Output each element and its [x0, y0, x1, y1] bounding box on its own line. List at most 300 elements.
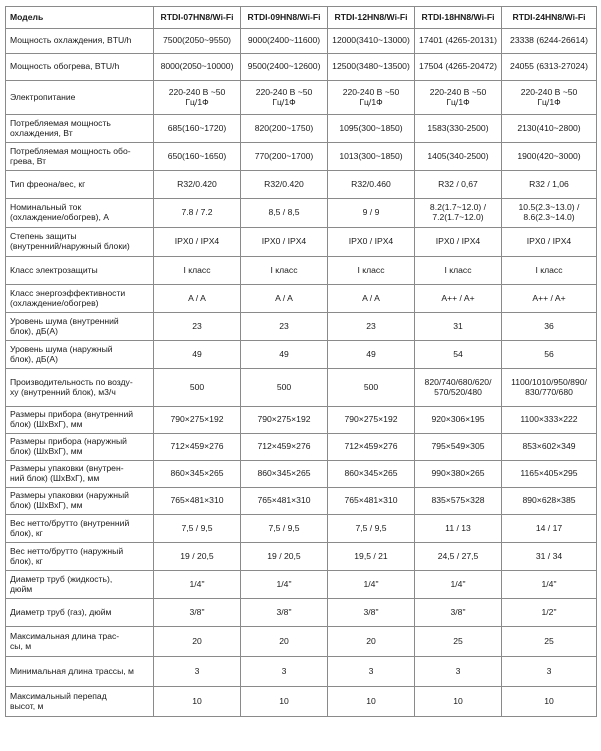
value-cell	[154, 143, 241, 171]
value-cell-line: 500	[189, 381, 205, 392]
value-cell	[241, 171, 328, 199]
value-cell-line: 1900(420~3000)	[517, 150, 581, 161]
value-cell-line: 570/520/480	[434, 386, 482, 397]
row-label-line: блок), кг	[10, 555, 43, 566]
value-cell-line: 1583(330-2500)	[427, 122, 489, 133]
value-cell-line: 500	[276, 381, 292, 392]
value-cell-line: 2130(410~2800)	[517, 122, 581, 133]
table-row	[6, 407, 597, 434]
value-cell-line: 3	[194, 665, 200, 676]
value-cell-line: A++ / A+	[532, 292, 566, 303]
value-cell-line: 25	[453, 635, 463, 646]
value-cell	[241, 81, 328, 115]
value-cell	[502, 627, 597, 657]
value-cell	[328, 599, 415, 627]
table-row	[6, 228, 597, 257]
row-label-line: Электропитание	[10, 91, 76, 102]
value-cell	[502, 599, 597, 627]
value-cell	[415, 407, 502, 434]
value-cell-line: 990×380×265	[431, 468, 485, 479]
value-cell-line: R32/0.420	[264, 178, 304, 189]
value-cell-line: 3	[281, 665, 287, 676]
value-cell	[415, 115, 502, 143]
value-cell-line: IPX0 / IPX4	[435, 236, 481, 247]
value-cell	[415, 313, 502, 341]
value-cell	[415, 81, 502, 115]
value-cell-line: 220-240 В ~50	[255, 86, 313, 97]
value-cell	[328, 171, 415, 199]
value-cell-line: 820(200~1750)	[254, 122, 314, 133]
row-label-line: блок) (ШхВхГ), мм	[10, 500, 83, 510]
value-cell-line: R32/0.420	[177, 178, 217, 189]
value-cell-line: 830/770/680	[525, 386, 573, 397]
row-label-line: ний блок) (ШхВхГ), мм	[10, 473, 100, 483]
value-cell	[502, 171, 597, 199]
header-model-4: RTDI-18HN8/Wi-Fi	[415, 7, 502, 29]
row-label-line: дюйм	[10, 583, 33, 594]
value-cell	[328, 369, 415, 407]
value-cell	[241, 627, 328, 657]
value-cell-line: 765×481×310	[170, 495, 224, 506]
row-label	[6, 81, 154, 115]
value-cell-line: Гц/1Ф	[446, 96, 470, 107]
value-cell-line: 1100×333×222	[520, 414, 578, 425]
value-cell-line: 10	[192, 695, 202, 706]
value-cell-line: Гц/1Ф	[537, 96, 561, 107]
value-cell	[241, 407, 328, 434]
value-cell-line: I класс	[444, 264, 472, 275]
value-cell-line: 770(200~1700)	[254, 150, 314, 161]
value-cell-line: 23	[279, 320, 289, 331]
value-cell	[328, 407, 415, 434]
value-cell	[415, 687, 502, 717]
spec-table	[5, 6, 597, 717]
value-cell-line: 7.8 / 7.2	[181, 207, 213, 218]
row-label-line: Мощность обогрева, BTU/h	[10, 61, 120, 72]
row-label	[6, 434, 154, 461]
value-cell-line: 23	[366, 320, 376, 331]
table-row	[6, 543, 597, 571]
value-cell	[415, 54, 502, 81]
row-label-line: Вес нетто/брутто (наружный	[10, 545, 124, 556]
value-cell	[415, 171, 502, 199]
table-row	[6, 81, 597, 115]
value-cell-line: 9500(2400~12600)	[247, 61, 321, 72]
value-cell-line: 920×306×195	[431, 414, 485, 425]
row-label-line: Степень защиты	[10, 231, 77, 242]
value-cell	[328, 143, 415, 171]
value-cell	[241, 285, 328, 313]
value-cell	[328, 313, 415, 341]
row-label-line: Производительность по возду-	[10, 376, 133, 387]
value-cell-line: A / A	[275, 292, 293, 303]
value-cell	[502, 461, 597, 488]
value-cell-line: 3	[455, 665, 461, 676]
row-label	[6, 29, 154, 54]
table-row	[6, 627, 597, 657]
value-cell	[241, 369, 328, 407]
value-cell	[415, 571, 502, 599]
row-label	[6, 543, 154, 571]
value-cell	[154, 313, 241, 341]
header-model-2: RTDI-09HN8/Wi-Fi	[241, 7, 328, 29]
value-cell	[328, 285, 415, 313]
value-cell	[415, 461, 502, 488]
row-label-line: ху (внутренний блок), м3/ч	[10, 386, 116, 397]
row-label	[6, 407, 154, 434]
table-row	[6, 515, 597, 543]
row-label-line: Уровень шума (внутренний	[10, 315, 119, 326]
value-cell	[502, 687, 597, 717]
value-cell	[502, 115, 597, 143]
table-row	[6, 657, 597, 687]
value-cell-line: 650(160~1650)	[167, 150, 227, 161]
value-cell-line: 24055 (6313-27024)	[510, 61, 588, 72]
value-cell	[502, 407, 597, 434]
value-cell-line: R32 / 0,67	[438, 178, 478, 189]
value-cell-line: 12500(3480~13500)	[332, 61, 410, 72]
value-cell-line: 56	[544, 348, 554, 359]
value-cell-line: 10	[544, 695, 554, 706]
value-cell	[154, 627, 241, 657]
header-row	[6, 7, 597, 29]
header-model-5: RTDI-24HN8/Wi-Fi	[502, 7, 597, 29]
value-cell	[154, 461, 241, 488]
row-label-line: блок), дБ(А)	[10, 325, 58, 336]
value-cell-line: 8,5 / 8,5	[268, 207, 300, 218]
value-cell	[502, 434, 597, 461]
table-row	[6, 257, 597, 285]
value-cell-line: 25	[544, 635, 554, 646]
value-cell-line: 3/8"	[276, 606, 292, 617]
value-cell	[328, 81, 415, 115]
value-cell	[328, 199, 415, 228]
table-row	[6, 143, 597, 171]
value-cell	[154, 515, 241, 543]
value-cell	[502, 313, 597, 341]
value-cell	[241, 313, 328, 341]
value-cell	[154, 199, 241, 228]
value-cell	[415, 515, 502, 543]
value-cell	[502, 228, 597, 257]
value-cell	[154, 657, 241, 687]
value-cell-line: 853×602×349	[522, 441, 576, 452]
value-cell-line: A / A	[362, 292, 380, 303]
value-cell-line: 8000(2050~10000)	[160, 61, 234, 72]
row-label	[6, 488, 154, 515]
value-cell-line: 1405(340-2500)	[427, 150, 489, 161]
value-cell-line: 1/4"	[363, 578, 379, 589]
value-cell-line: 1100/1010/950/890/	[511, 376, 587, 387]
value-cell-line: 1/2"	[541, 606, 557, 617]
value-cell-line: 3	[368, 665, 374, 676]
value-cell-line: A / A	[188, 292, 206, 303]
value-cell	[241, 257, 328, 285]
value-cell-line: 19 / 20,5	[267, 550, 301, 561]
value-cell-line: 49	[366, 348, 376, 359]
value-cell	[328, 54, 415, 81]
value-cell	[154, 571, 241, 599]
value-cell-line: Гц/1Ф	[272, 96, 296, 107]
value-cell	[328, 461, 415, 488]
value-cell-line: 7.2(1.7~12.0)	[432, 212, 484, 222]
value-cell-line: 712×459×276	[344, 441, 398, 452]
value-cell-line: R32/0.460	[351, 178, 391, 189]
row-label-line: Размеры прибора (внутренний	[10, 409, 134, 420]
row-label-line: блок), кг	[10, 527, 43, 538]
row-label	[6, 369, 154, 407]
value-cell	[241, 461, 328, 488]
value-cell-line: 1/4"	[276, 578, 292, 589]
value-cell	[502, 54, 597, 81]
value-cell	[154, 171, 241, 199]
value-cell-line: 31	[453, 320, 463, 331]
value-cell	[154, 369, 241, 407]
value-cell-line: 220-240 В ~50	[342, 86, 400, 97]
row-label	[6, 657, 154, 687]
value-cell-line: 10	[366, 695, 376, 706]
row-label	[6, 54, 154, 81]
row-label-line: Потребляемая мощность обо-	[10, 145, 131, 156]
value-cell-line: 860×345×265	[170, 468, 224, 479]
value-cell	[154, 285, 241, 313]
value-cell-line: 1013(300~1850)	[339, 150, 403, 161]
value-cell	[502, 285, 597, 313]
row-label-line: (внутренний/наружный блоки)	[10, 241, 130, 251]
value-cell-line: 3/8"	[363, 606, 379, 617]
value-cell	[328, 515, 415, 543]
row-label	[6, 199, 154, 228]
value-cell	[328, 115, 415, 143]
value-cell-line: 3/8"	[450, 606, 466, 617]
value-cell	[154, 407, 241, 434]
value-cell	[415, 657, 502, 687]
table-row	[6, 599, 597, 627]
value-cell-line: 19,5 / 21	[354, 550, 388, 561]
value-cell-line: I класс	[535, 264, 563, 275]
row-label-line: Класс электрозащиты	[10, 264, 98, 275]
value-cell-line: 220-240 В ~50	[168, 86, 226, 97]
row-label-line: Диаметр труб (жидкость),	[10, 573, 113, 584]
row-label-line: Тип фреона/вес, кг	[10, 178, 86, 189]
value-cell-line: 765×481×310	[257, 495, 311, 506]
table-row	[6, 285, 597, 313]
value-cell	[154, 687, 241, 717]
value-cell	[502, 143, 597, 171]
value-cell	[502, 657, 597, 687]
value-cell-line: I класс	[183, 264, 211, 275]
value-cell	[415, 143, 502, 171]
value-cell	[328, 543, 415, 571]
value-cell-line: 712×459×276	[170, 441, 224, 452]
row-label-line: блок) (ШхВхГ), мм	[10, 446, 83, 456]
row-label	[6, 461, 154, 488]
value-cell-line: 20	[192, 635, 202, 646]
value-cell	[502, 81, 597, 115]
value-cell-line: 765×481×310	[344, 495, 398, 506]
table-row	[6, 341, 597, 369]
value-cell-line: 685(160~1720)	[167, 122, 227, 133]
header-model-1: RTDI-07HN8/Wi-Fi	[154, 7, 241, 29]
value-cell-line: 11 / 13	[445, 522, 471, 533]
value-cell-line: Гц/1Ф	[359, 96, 383, 107]
value-cell	[502, 369, 597, 407]
row-label	[6, 687, 154, 717]
value-cell-line: 1/4"	[189, 578, 205, 589]
value-cell	[415, 285, 502, 313]
value-cell	[328, 571, 415, 599]
value-cell	[502, 543, 597, 571]
value-cell	[415, 543, 502, 571]
value-cell	[241, 54, 328, 81]
row-label-line: Размеры прибора (наружный	[10, 436, 127, 447]
row-label-line: Максимальный перепад	[10, 690, 107, 701]
value-cell-line: 790×275×192	[170, 414, 224, 425]
value-cell-line: 220-240 В ~50	[520, 86, 578, 97]
value-cell-line: IPX0 / IPX4	[261, 236, 307, 247]
value-cell	[154, 81, 241, 115]
value-cell	[328, 341, 415, 369]
value-cell	[415, 599, 502, 627]
value-cell-line: 24,5 / 27,5	[437, 550, 479, 561]
value-cell	[328, 434, 415, 461]
value-cell	[415, 29, 502, 54]
value-cell	[154, 599, 241, 627]
value-cell-line: 790×275×192	[344, 414, 398, 425]
value-cell	[241, 571, 328, 599]
table-row	[6, 313, 597, 341]
value-cell	[154, 257, 241, 285]
row-label-line: Вес нетто/брутто (внутренний	[10, 517, 130, 528]
value-cell-line: 19 / 20,5	[180, 550, 214, 561]
spec-body	[6, 29, 597, 717]
row-label	[6, 257, 154, 285]
value-cell-line: 1095(300~1850)	[339, 122, 403, 133]
value-cell	[241, 115, 328, 143]
value-cell	[502, 29, 597, 54]
value-cell	[328, 488, 415, 515]
value-cell	[328, 627, 415, 657]
value-cell	[415, 369, 502, 407]
value-cell	[328, 687, 415, 717]
value-cell-line: 20	[279, 635, 289, 646]
value-cell	[241, 687, 328, 717]
row-label-line: Размеры упаковки (наружный	[10, 490, 129, 501]
value-cell	[328, 29, 415, 54]
row-label-line: сы, м	[10, 640, 32, 651]
value-cell-line: 1165×405×295	[520, 468, 578, 479]
value-cell-line: 500	[363, 381, 379, 392]
value-cell-line: 835×575×328	[431, 495, 485, 506]
table-row	[6, 571, 597, 599]
value-cell	[502, 488, 597, 515]
value-cell-line: 1/4"	[541, 578, 557, 589]
table-row	[6, 369, 597, 407]
row-label-line: Класс энергоэффективности	[10, 287, 126, 298]
row-label-line: грева, Вт	[10, 155, 47, 166]
value-cell-line: 10	[453, 695, 463, 706]
value-cell	[415, 488, 502, 515]
value-cell-line: 790×275×192	[257, 414, 311, 425]
value-cell	[154, 488, 241, 515]
row-label-line: блок), дБ(А)	[10, 353, 58, 364]
value-cell	[502, 571, 597, 599]
row-label-line: Номинальный ток	[10, 202, 82, 213]
row-label-line: Уровень шума (наружный	[10, 343, 113, 354]
row-label	[6, 143, 154, 171]
value-cell-line: 1/4"	[450, 578, 466, 589]
value-cell	[502, 341, 597, 369]
row-label	[6, 599, 154, 627]
value-cell-line: 7,5 / 9,5	[181, 522, 213, 533]
row-label-line: Минимальная длина трассы, м	[10, 665, 134, 676]
value-cell	[241, 488, 328, 515]
value-cell	[154, 54, 241, 81]
row-label-line: высот, м	[10, 700, 44, 711]
value-cell-line: 820/740/680/620/	[424, 376, 492, 387]
row-label	[6, 515, 154, 543]
value-cell-line: 7,5 / 9,5	[268, 522, 300, 533]
table-row	[6, 54, 597, 81]
value-cell-line: 860×345×265	[257, 468, 311, 479]
value-cell	[502, 199, 597, 228]
value-cell-line: I класс	[270, 264, 298, 275]
value-cell-line: 9000(2400~11600)	[247, 35, 321, 46]
row-label-line: Потребляемая мощность	[10, 117, 111, 128]
value-cell	[502, 257, 597, 285]
value-cell-line: 9 / 9	[362, 207, 380, 218]
value-cell	[154, 29, 241, 54]
value-cell-line: IPX0 / IPX4	[526, 236, 572, 247]
value-cell	[415, 228, 502, 257]
value-cell	[415, 341, 502, 369]
value-cell-line: 23	[192, 320, 202, 331]
row-label	[6, 285, 154, 313]
value-cell	[241, 434, 328, 461]
row-label	[6, 341, 154, 369]
value-cell-line: I класс	[357, 264, 385, 275]
value-cell-line: Гц/1Ф	[185, 96, 209, 107]
value-cell	[154, 434, 241, 461]
value-cell	[241, 543, 328, 571]
value-cell-line: 49	[279, 348, 289, 359]
value-cell	[154, 228, 241, 257]
table-row	[6, 115, 597, 143]
value-cell	[415, 434, 502, 461]
value-cell-line: 8.6(2.3~14.0)	[523, 212, 575, 222]
value-cell-line: 10.5(2.3~13.0) /	[518, 202, 580, 213]
value-cell-line: 7500(2050~9550)	[162, 35, 232, 46]
table-row	[6, 687, 597, 717]
value-cell-line: IPX0 / IPX4	[348, 236, 394, 247]
row-label-line: Размеры упаковки (внутрен-	[10, 463, 124, 474]
row-label-line: Мощность охлаждения, BTU/h	[10, 35, 132, 46]
header-model-3: RTDI-12HN8/Wi-Fi	[328, 7, 415, 29]
row-label	[6, 627, 154, 657]
value-cell-line: IPX0 / IPX4	[174, 236, 220, 247]
table-row	[6, 434, 597, 461]
value-cell-line: 3/8"	[189, 606, 205, 617]
row-label-line: (охлаждение/обогрев), А	[10, 212, 110, 222]
value-cell	[328, 657, 415, 687]
table-row	[6, 29, 597, 54]
value-cell	[241, 29, 328, 54]
row-label-line: охлаждения, Вт	[10, 127, 73, 138]
value-cell-line: 17401 (4265-20131)	[419, 35, 497, 46]
table-row	[6, 461, 597, 488]
value-cell	[415, 627, 502, 657]
row-label	[6, 571, 154, 599]
